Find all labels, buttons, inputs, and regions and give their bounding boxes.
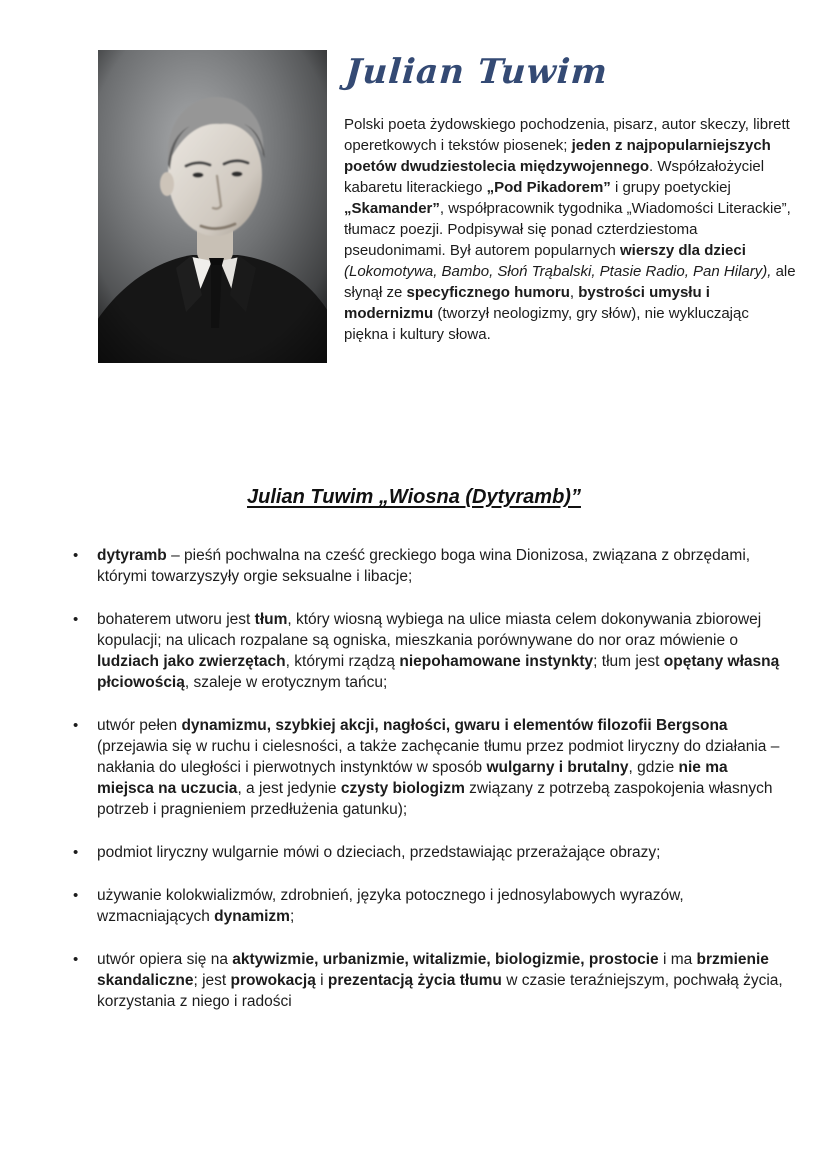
list-item bbox=[60, 842, 784, 863]
bullet-text: utwór pełen dynamizmu, szybkiej akcji, nagłości, gwaru i elementów filozofii Bergsona (przejawia się w ruchu i cielesności, a także zachęcanie tłumu przez podmiot liryczny do działania – nakłania do uległości i pierwotnych instynktów w sposób wulgarny i brutalny, gdzie nie ma miejsca na uczucia, a jest jedynie czysty biologizm związany z potrzebą zaspokojenia własnych potrzeb i pragnieniem przedłużenia gatunku); bbox=[97, 717, 780, 818]
list-item bbox=[60, 545, 784, 587]
bullet-text: utwór opiera się na aktywizmie, urbanizmie, witalizmie, biologizmie, prostocie i ma brzmienie skandaliczne; jest prowokacją i prezentacją życia tłumu w czasie teraźniejszym, pochwałą życia, korzystania z niego i radości bbox=[97, 951, 783, 1010]
portrait-photo bbox=[98, 50, 327, 363]
bullet-icon: • bbox=[73, 611, 79, 628]
bullet-icon: • bbox=[73, 844, 79, 861]
list-item bbox=[60, 949, 784, 1012]
bullet-icon: • bbox=[73, 717, 79, 734]
analysis-bullet-list bbox=[60, 545, 784, 1034]
header-section bbox=[98, 50, 796, 363]
bullet-icon: • bbox=[73, 887, 79, 904]
bullet-icon: • bbox=[73, 547, 79, 564]
list-item bbox=[60, 609, 784, 693]
list-item bbox=[60, 885, 784, 927]
section-heading: Julian Tuwim „Wiosna (Dytyramb)” bbox=[247, 486, 581, 508]
header-text-column bbox=[344, 50, 796, 363]
bullet-icon: • bbox=[73, 951, 79, 968]
page-title: Julian Tuwim bbox=[344, 52, 610, 92]
bullet-text: używanie kolokwializmów, zdrobnień, języka potocznego i jednosylabowych wyrazów, wzmacniających dynamizm; bbox=[97, 887, 684, 925]
bullet-text: dytyramb – pieśń pochwalna na cześć greckiego boga wina Dionizosa, związana z obrzędami, którymi towarzyszyły orgie seksualne i libacje; bbox=[97, 547, 751, 585]
bullet-text: podmiot liryczny wulgarnie mówi o dzieciach, przedstawiając przerażające obrazy; bbox=[97, 844, 661, 861]
portrait-illustration bbox=[98, 50, 327, 363]
list-item bbox=[60, 715, 784, 820]
bio-paragraph: Polski poeta żydowskiego pochodzenia, pisarz, autor skeczy, librett operetkowych i tekstów piosenek; jeden z najpopularniejszych poetów dwudziestolecia międzywojennego. Współzałożyciel kabaretu literackiego „Pod Pikadorem” i grupy poetyckiej „Skamander”, współpracownik tygodnika „Wiadomości Literackie”, tłumacz poezji. Podpisywał się ponad czterdziestoma pseudonimami. Był autorem popularnych wierszy dla dzieci (Lokomotywa, Bambo, Słoń Trąbalski, Ptasie Radio, Pan Hilary), ale słynął ze specyficznego humoru, bystrości umysłu i modernizmu (tworzył neologizmy, gry słów), nie wykluczając piękna i kultury słowa. bbox=[344, 116, 796, 343]
bullet-text: bohaterem utworu jest tłum, który wiosną wybiega na ulice miasta celem dokonywania zbiorowej kopulacji; na ulicach rozpalane są ogniska, mieszkania porównywane do nor oraz mówienie o ludziach jako zwierzętach, którymi rządzą niepohamowane instynkty; tłum jest opętany własną płciowością, szaleje w erotycznym tańcu; bbox=[97, 611, 780, 691]
